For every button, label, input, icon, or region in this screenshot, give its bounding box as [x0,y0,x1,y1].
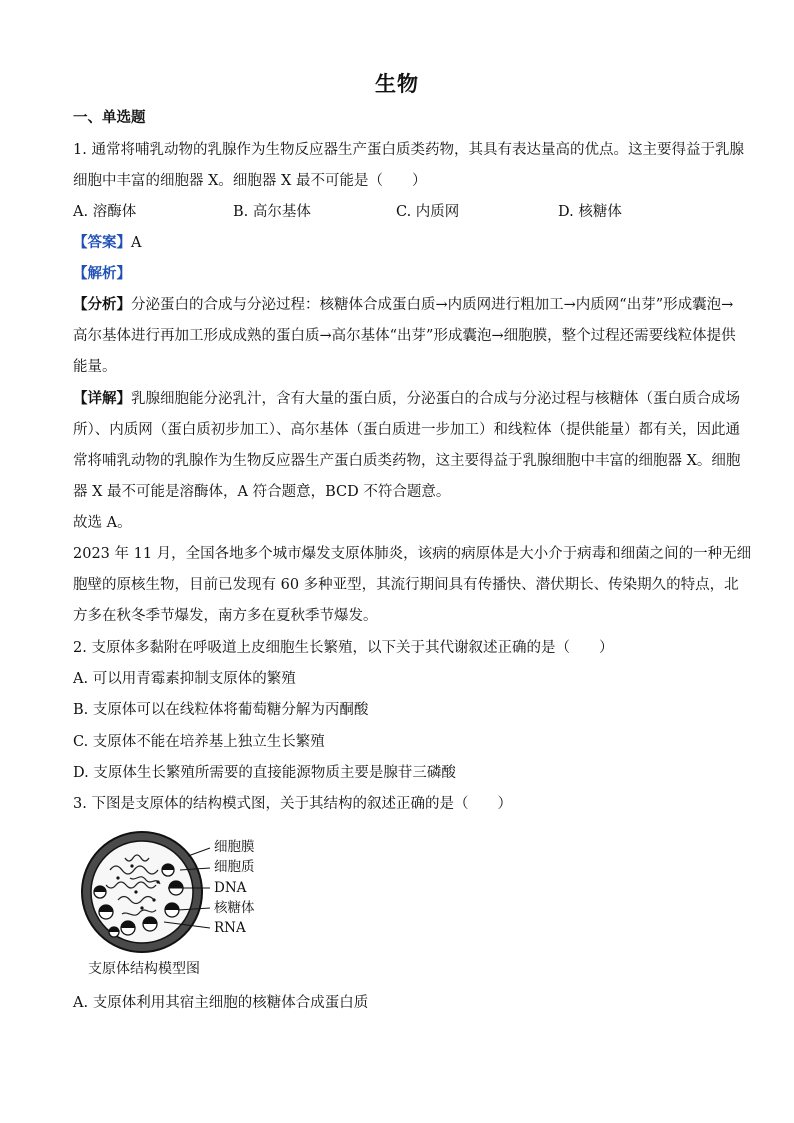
analysis-line [73,265,723,283]
xiangjie-line1 [73,390,740,408]
choice-line: 故选 A。 [73,515,132,531]
xiangjie-line4: 器 X 最不可能是溶酶体，A 符合题意，BCD 不符合题意。 [73,484,451,500]
q1-stem-line1: 1. 通常将哺乳动物的乳腺作为生物反应器生产蛋白质类药物，其具有表达量高的优点。这主要得益于乳腺 [73,142,744,158]
answer-value: A [131,235,142,251]
q1-option-d: D. 核糖体 [558,204,622,220]
label-rna: RNA [214,920,246,936]
q2-option-d: D. 支原体生长繁殖所需要的直接能源物质主要是腺苷三磷酸 [73,765,456,781]
label-cell-membrane: 细胞膜 [214,839,255,855]
fenxi-line1 [73,296,734,314]
page-title: 生物 [375,71,419,96]
xiangjie-tag: 【详解】 [73,390,131,407]
xiangjie-line2: 所）、内质网（蛋白质初步加工）、高尔基体（蛋白质进一步加工）和线粒体（提供能量）都有关，因此通 [73,422,740,438]
analysis-tag: 【解析】 [73,265,131,282]
label-dna: DNA [214,880,247,896]
q2-option-b: B. 支原体可以在线粒体将葡萄糖分解为丙酮酸 [73,702,369,718]
passage-line2: 胞壁的原核生物，目前已发现有 60 多种亚型，其流行期间具有传播快、潜伏期长、传染期久的特点，北 [73,577,739,593]
fenxi-line3: 能量。 [73,359,117,375]
q2-stem: 2. 支原体多黏附在呼吸道上皮细胞生长繁殖，以下关于其代谢叙述正确的是（ ） [73,640,614,656]
q1-option-b: B. 高尔基体 [233,204,311,220]
q2-option-a: A. 可以用青霉素抑制支原体的繁殖 [73,671,296,687]
figure-caption: 支原体结构模型图 [88,961,200,977]
q3-stem: 3. 下图是支原体的结构模式图，关于其结构的叙述正确的是（ ） [73,796,512,812]
fenxi-line2: 高尔基体进行再加工形成成熟的蛋白质→高尔基体“出芽”形成囊泡→细胞膜，整个过程还需要线粒体提供 [73,328,736,344]
label-ribosome: 核糖体 [214,900,255,916]
label-cytoplasm: 细胞质 [214,859,255,875]
mycoplasma-diagram [70,830,290,955]
q1-option-c: C. 内质网 [396,204,460,220]
q1-option-a: A. 溶酶体 [73,204,137,220]
fenxi-text1: 分泌蛋白的合成与分泌过程：核糖体合成蛋白质→内质网进行粗加工→内质网“出芽”形成囊泡→ [131,297,734,313]
xiangjie-text1: 乳腺细胞能分泌乳汁，含有大量的蛋白质，分泌蛋白的合成与分泌过程与核糖体（蛋白质合成场 [131,391,740,407]
q3-option-a: A. 支原体利用其宿主细胞的核糖体合成蛋白质 [73,995,369,1011]
passage-line1: 2023 年 11 月，全国各地多个城市爆发支原体肺炎，该病的病原体是大小介于病毒和细菌之间的一种无细 [73,546,752,562]
fenxi-tag: 【分析】 [73,296,131,313]
xiangjie-line3: 常将哺乳动物的乳腺作为生物反应器生产蛋白质类药物，这主要得益于乳腺细胞中丰富的细胞器 X。细胞 [73,453,741,469]
section-heading: 一、单选题 [73,109,146,126]
answer-tag: 【答案】 [73,234,131,251]
q2-option-c: C. 支原体不能在培养基上独立生长繁殖 [73,734,325,750]
answer-line [73,234,723,252]
passage-line3: 方多在秋冬季节爆发，南方多在夏秋季节爆发。 [73,608,378,624]
q1-stem-line2: 细胞中丰富的细胞器 X。细胞器 X 最不可能是（ ） [73,173,427,189]
